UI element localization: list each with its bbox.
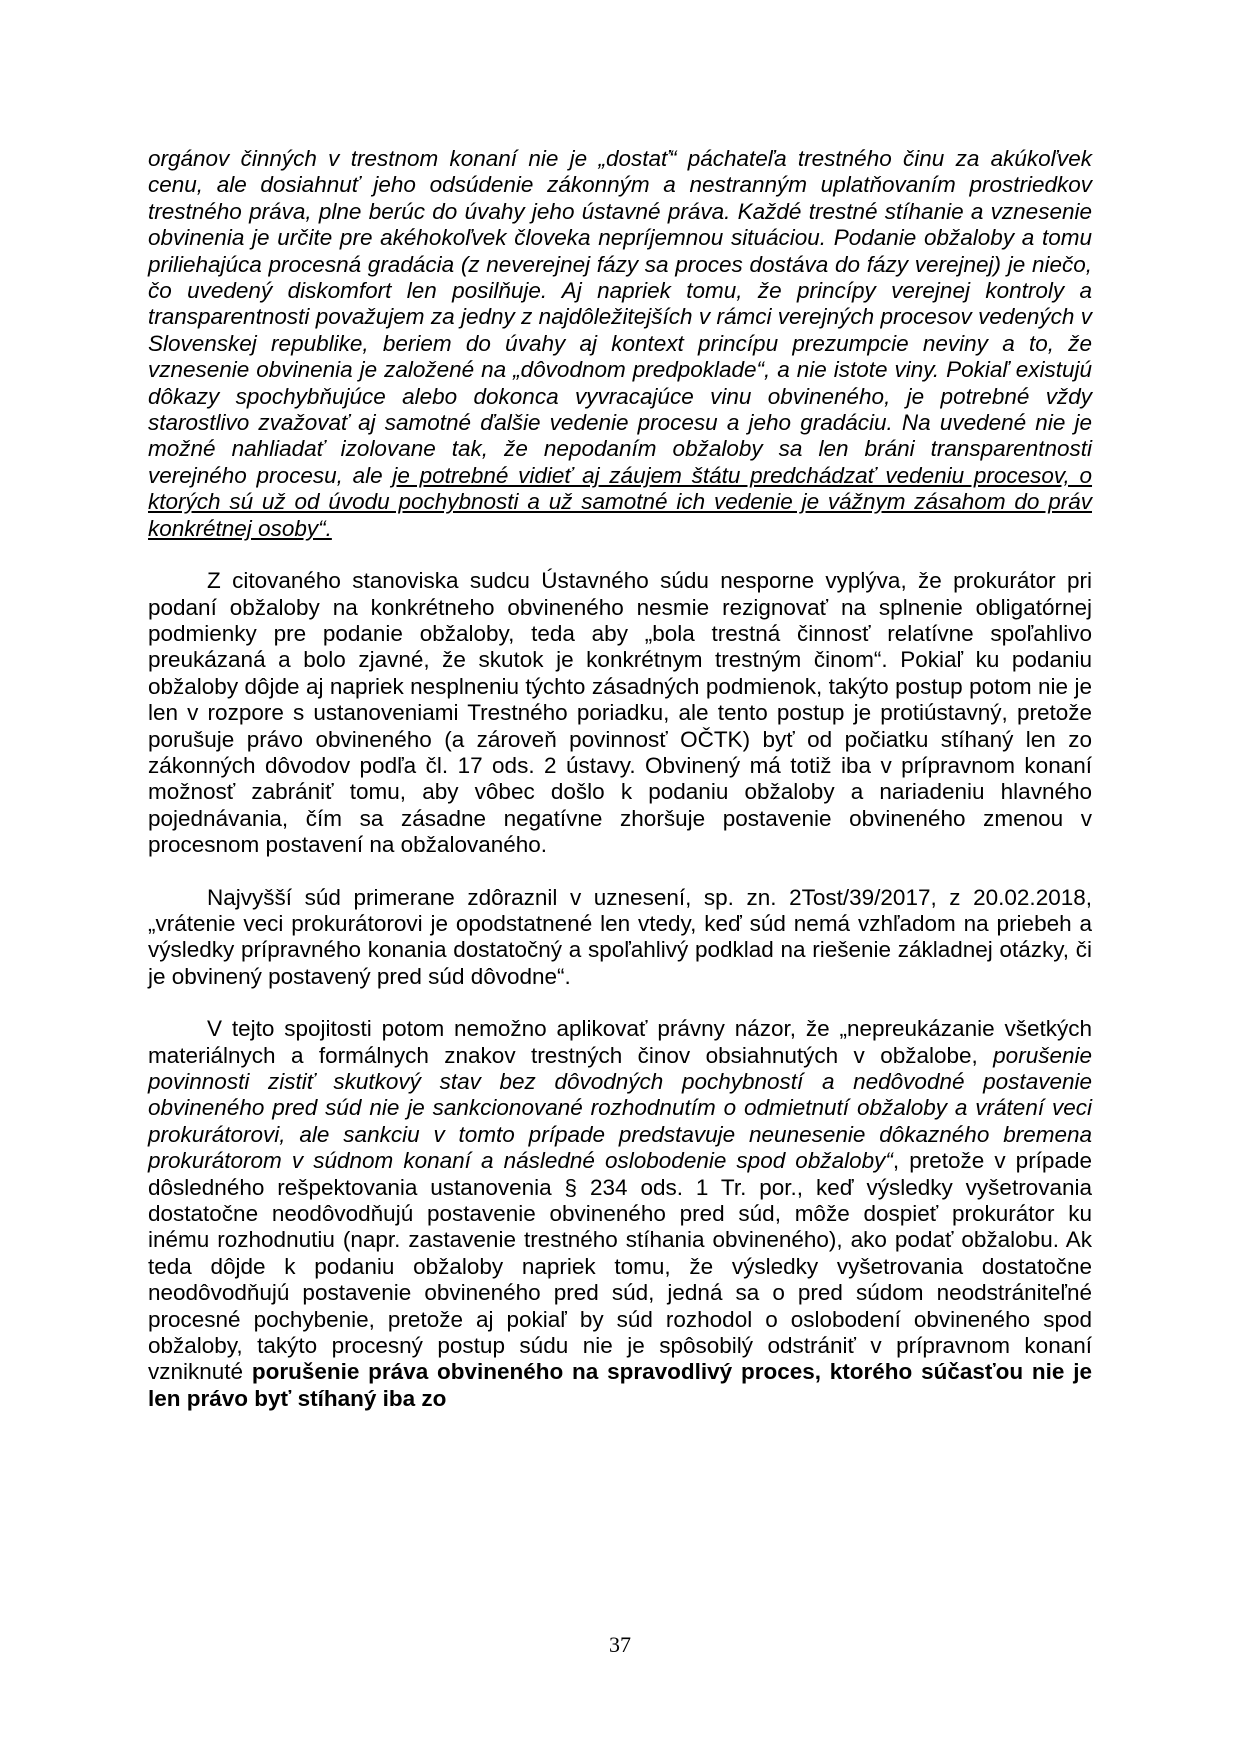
quoted-opinion-paragraph — [148, 146, 1092, 542]
body-paragraph-3 — [148, 1016, 1092, 1412]
paragraph-3-bold-text: porušenie práva obvineného na spravodlivý proces, ktorého súčasťou nie je len právo byť stíhaný iba zo — [148, 1359, 1092, 1411]
paragraph-3-italic-quote: porušenie povinnosti zistiť skutkový stav bez dôvodných pochybností a nedôvodné postavenie obvineného pred súd nie je sankcionované rozhodnutím o odmietnutí obžaloby a vrátení veci prokurátorovi, ale sankciu v tomto prípade predstavuje neunesenie dôkazného bremena prokurátorom v súdnom konaní a následné oslobodenie spod obžaloby“ — [148, 1042, 1092, 1174]
body-paragraph-2: Najvyšší súd primerane zdôraznil v uznesení, sp. zn. 2Tost/39/2017, z 20.02.2018, „vrátenie veci prokurátorovi je opodstatnené len vtedy, keď súd nemá vzhľadom na priebeh a výsledky prípravného konania dostatočný a spoľahlivý podklad na riešenie základnej otázky, či je obvinený postavený pred súd dôvodne“. — [148, 884, 1092, 989]
body-paragraph-1: Z citovaného stanoviska sudcu Ústavného súdu nesporne vyplýva, že prokurátor pri podaní obžaloby na konkrétneho obvineného nesmie rezignovať na splnenie obligatórnej podmienky pre podanie obžaloby, teda aby „bola trestná činnosť relatívne spoľahlivo preukázaná a bolo zjavné, že skutok je konkrétnym trestným činom“. Pokiaľ ku podaniu obžaloby dôjde aj napriek nesplneniu týchto zásadných podmienok, takýto postup potom nie je len v rozpore s ustanoveniami Trestného poriadku, ale tento postup je protiústavný, pretože porušuje právo obvineného (a zároveň povinnosť OČTK) byť od počiatku stíhaný len zo zákonných dôvodov podľa čl. 17 ods. 2 ústavy. Obvinený má totiž iba v prípravnom konaní možnosť zabrániť tomu, aby vôbec došlo k podaniu obžaloby a nariadeniu hlavného pojednávania, čím sa zásadne negatívne zhoršuje postavenie obvineného zmenou v procesnom postavení na obžalovaného. — [148, 568, 1092, 858]
page-number: 37 — [609, 1632, 631, 1657]
paragraph-3-text-b: , pretože v prípade dôsledného rešpektovania ustanovenia § 234 ods. 1 Tr. por., keď výsledky vyšetrovania dostatočne neodôvodňujú postavenie obvineného pred súd, môže dospieť prokurátor ku inému rozhodnutiu (napr. zastavenie trestného stíhania obvineného), ako podať obžalobu. Ak teda dôjde k podaniu obžaloby napriek tomu, že výsledky vyšetrovania dostatočne neodôvodňujú postavenie obvineného pred súd, jedná sa o pred súdom neodstrániteľné procesné pochybenie, pretože aj pokiaľ by súd rozhodol o oslobodení obvineného spod obžaloby, takýto procesný postup súdu nie je spôsobilý odstrániť v prípravnom konaní vzniknuté — [148, 1148, 1092, 1385]
quote-underlined-text: je potrebné vidieť aj záujem štátu predchádzať vedeniu procesov, o ktorých sú už od úvodu pochybnosti a už samotné ich vedenie je vážnym zásahom do práv konkrétnej osoby“. — [148, 462, 1093, 541]
document-page — [148, 146, 1092, 1412]
paragraph-3-text-a: V tejto spojitosti potom nemožno aplikovať právny názor, že „nepreukázanie všetkých materiálnych a formálnych znakov trestných činov obsiahnutých v obžalobe, — [148, 1016, 1092, 1068]
quote-text: orgánov činných v trestnom konaní nie je „dostať“ páchateľa trestného činu za akúkoľvek cenu, ale dosiahnuť jeho odsúdenie zákonným a nestranným uplatňovaním prostriedkov trestného práva, plne berúc do úvahy jeho ústavné práva. Každé trestné stíhanie a vznesenie obvinenia je určite pre akéhokoľvek človeka nepríjemnou situáciou. Podanie obžaloby a tomu priliehajúca procesná gradácia (z neverejnej fázy sa proces dostáva do fázy verejnej) je niečo, čo uvedený diskomfort len posilňuje. Aj napriek tomu, že princípy verejnej kontroly a transparentnosti považujem za jedny z najdôležitejších v rámci verejných procesov vedených v Slovenskej republike, beriem do úvahy aj kontext princípu prezumpcie neviny a to, že vznesenie obvinenia je založené na „dôvodnom predpoklade“, a nie istote viny. Pokiaľ existujú dôkazy spochybňujúce alebo dokonca vyvracajúce vinu obvineného, je potrebné vždy starostlivo zvažovať aj samotné ďalšie vedenie procesu a jeho gradáciu. Na uvedené nie je možné nahliadať izolovane tak, že nepodaním obžaloby sa len bráni transparentnosti verejného procesu, ale — [148, 146, 1092, 488]
